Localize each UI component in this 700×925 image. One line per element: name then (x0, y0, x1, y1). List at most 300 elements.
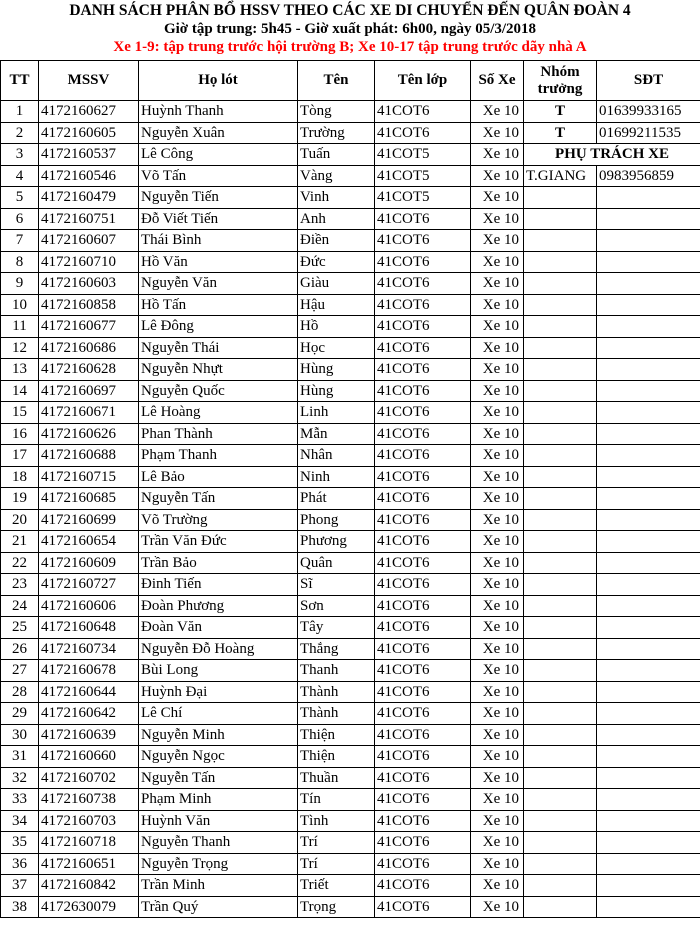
cell-so-xe: Xe 10 (471, 488, 524, 510)
cell-ten: Trọng (298, 896, 375, 918)
cell-ten: Mẫn (298, 423, 375, 445)
cell-so-xe: Xe 10 (471, 294, 524, 316)
cell-ten-lop: 41COT6 (375, 660, 471, 682)
cell-ten: Triết (298, 875, 375, 897)
cell-tt: 26 (1, 638, 39, 660)
cell-nhom-truong (524, 746, 597, 768)
cell-ten: Thiện (298, 746, 375, 768)
cell-ho-lot: Trần Minh (139, 875, 298, 897)
cell-tt: 22 (1, 552, 39, 574)
cell-ten-lop: 41COT6 (375, 853, 471, 875)
cell-ho-lot: Đỗ Viết Tiến (139, 208, 298, 230)
cell-ten: Thắng (298, 638, 375, 660)
header-nhom-truong: Nhóm trưởng (524, 61, 597, 101)
table-row (1, 144, 700, 166)
cell-ten: Trí (298, 832, 375, 854)
cell-so-xe: Xe 10 (471, 230, 524, 252)
cell-ten-lop: 41COT6 (375, 122, 471, 144)
cell-sdt (597, 294, 700, 316)
table-row (1, 574, 700, 596)
cell-so-xe: Xe 10 (471, 832, 524, 854)
cell-ten: Quân (298, 552, 375, 574)
cell-nhom-truong (524, 896, 597, 918)
cell-so-xe: Xe 10 (471, 595, 524, 617)
cell-so-xe: Xe 10 (471, 402, 524, 424)
cell-sdt (597, 359, 700, 381)
cell-nhom-truong (524, 660, 597, 682)
cell-ho-lot: Võ Trường (139, 509, 298, 531)
cell-tt: 34 (1, 810, 39, 832)
cell-tt: 36 (1, 853, 39, 875)
table-row (1, 552, 700, 574)
cell-ho-lot: Nguyễn Quốc (139, 380, 298, 402)
cell-so-xe: Xe 10 (471, 660, 524, 682)
table-row (1, 789, 700, 811)
cell-tt: 6 (1, 208, 39, 230)
cell-ho-lot: Nguyễn Thanh (139, 832, 298, 854)
cell-mssv: 4172160648 (39, 617, 139, 639)
cell-mssv: 4172160626 (39, 423, 139, 445)
cell-tt: 31 (1, 746, 39, 768)
cell-mssv: 4172160606 (39, 595, 139, 617)
cell-ten-lop: 41COT6 (375, 488, 471, 510)
cell-nhom-truong (524, 681, 597, 703)
cell-ten: Tòng (298, 101, 375, 123)
cell-mssv: 4172160537 (39, 144, 139, 166)
cell-nhom-truong (524, 638, 597, 660)
cell-mssv: 4172160546 (39, 165, 139, 187)
cell-ho-lot: Phạm Minh (139, 789, 298, 811)
cell-so-xe: Xe 10 (471, 875, 524, 897)
cell-ten: Nhân (298, 445, 375, 467)
cell-sdt (597, 810, 700, 832)
cell-ho-lot: Nguyễn Minh (139, 724, 298, 746)
table-row (1, 531, 700, 553)
cell-sdt (597, 509, 700, 531)
cell-ten: Sĩ (298, 574, 375, 596)
cell-nhom-truong (524, 488, 597, 510)
cell-nhom-truong (524, 187, 597, 209)
cell-mssv: 4172160699 (39, 509, 139, 531)
cell-ten-lop: 41COT6 (375, 509, 471, 531)
table-row (1, 187, 700, 209)
cell-so-xe: Xe 10 (471, 746, 524, 768)
cell-sdt (597, 380, 700, 402)
cell-ho-lot: Nguyễn Xuân (139, 122, 298, 144)
cell-tt: 2 (1, 122, 39, 144)
cell-ten-lop: 41COT5 (375, 165, 471, 187)
cell-sdt (597, 896, 700, 918)
cell-nhom-truong (524, 509, 597, 531)
cell-sdt (597, 552, 700, 574)
table-row (1, 316, 700, 338)
table-header (1, 61, 700, 101)
cell-ho-lot: Bùi Long (139, 660, 298, 682)
cell-mssv: 4172160685 (39, 488, 139, 510)
cell-ho-lot: Phạm Thanh (139, 445, 298, 467)
cell-ten-lop: 41COT6 (375, 552, 471, 574)
cell-sdt (597, 466, 700, 488)
cell-ten-lop: 41COT6 (375, 380, 471, 402)
header-ten-lop: Tên lớp (375, 61, 471, 101)
cell-tt: 12 (1, 337, 39, 359)
cell-ten: Trí (298, 853, 375, 875)
cell-ten: Sơn (298, 595, 375, 617)
table-row (1, 445, 700, 467)
cell-mssv: 4172160479 (39, 187, 139, 209)
cell-so-xe: Xe 10 (471, 681, 524, 703)
cell-tt: 23 (1, 574, 39, 596)
cell-so-xe: Xe 10 (471, 273, 524, 295)
cell-sdt (597, 273, 700, 295)
cell-tt: 11 (1, 316, 39, 338)
cell-so-xe: Xe 10 (471, 445, 524, 467)
cell-mssv: 4172160607 (39, 230, 139, 252)
cell-nhom-truong (524, 595, 597, 617)
cell-ten-lop: 41COT6 (375, 767, 471, 789)
table-row (1, 488, 700, 510)
cell-mssv: 4172160718 (39, 832, 139, 854)
cell-ten: Học (298, 337, 375, 359)
cell-ten-lop: 41COT6 (375, 681, 471, 703)
cell-ten: Anh (298, 208, 375, 230)
cell-ten-lop: 41COT6 (375, 724, 471, 746)
cell-sdt (597, 230, 700, 252)
table-body (1, 101, 700, 918)
cell-ho-lot: Nguyễn Ngọc (139, 746, 298, 768)
table-row (1, 703, 700, 725)
table-row (1, 122, 700, 144)
cell-ten: Thanh (298, 660, 375, 682)
header-ten: Tên (298, 61, 375, 101)
cell-ten-lop: 41COT6 (375, 703, 471, 725)
cell-so-xe: Xe 10 (471, 359, 524, 381)
cell-sdt (597, 402, 700, 424)
table-row (1, 875, 700, 897)
cell-mssv: 4172160727 (39, 574, 139, 596)
cell-ho-lot: Trần Bảo (139, 552, 298, 574)
table-row (1, 380, 700, 402)
cell-ten-lop: 41COT6 (375, 896, 471, 918)
cell-so-xe: Xe 10 (471, 208, 524, 230)
cell-ho-lot: Huỳnh Đại (139, 681, 298, 703)
cell-so-xe: Xe 10 (471, 638, 524, 660)
cell-so-xe: Xe 10 (471, 810, 524, 832)
cell-so-xe: Xe 10 (471, 617, 524, 639)
cell-mssv: 4172160686 (39, 337, 139, 359)
table-row (1, 595, 700, 617)
cell-sdt: 01639933165 (597, 101, 700, 123)
cell-mssv: 4172160642 (39, 703, 139, 725)
cell-ten-lop: 41COT6 (375, 208, 471, 230)
cell-mssv: 4172160660 (39, 746, 139, 768)
table-row (1, 165, 700, 187)
cell-nhom-truong (524, 703, 597, 725)
cell-ten-lop: 41COT6 (375, 746, 471, 768)
table-row (1, 638, 700, 660)
cell-ten-lop: 41COT6 (375, 810, 471, 832)
cell-mssv: 4172160688 (39, 445, 139, 467)
cell-mssv: 4172160639 (39, 724, 139, 746)
cell-ho-lot: Đoàn Phương (139, 595, 298, 617)
cell-tt: 19 (1, 488, 39, 510)
cell-so-xe: Xe 10 (471, 703, 524, 725)
cell-ten-lop: 41COT6 (375, 832, 471, 854)
cell-ten-lop: 41COT6 (375, 789, 471, 811)
table-row (1, 660, 700, 682)
cell-ten: Đức (298, 251, 375, 273)
table-row (1, 810, 700, 832)
table-row (1, 617, 700, 639)
table-row (1, 423, 700, 445)
cell-ho-lot: Thái Bình (139, 230, 298, 252)
cell-so-xe: Xe 10 (471, 251, 524, 273)
cell-mssv: 4172160605 (39, 122, 139, 144)
header-mssv: MSSV (39, 61, 139, 101)
cell-sdt (597, 703, 700, 725)
cell-ten-lop: 41COT6 (375, 402, 471, 424)
table-row (1, 294, 700, 316)
cell-mssv: 4172160678 (39, 660, 139, 682)
cell-sdt (597, 767, 700, 789)
cell-ho-lot: Trần Quý (139, 896, 298, 918)
cell-ten-lop: 41COT6 (375, 574, 471, 596)
cell-tt: 3 (1, 144, 39, 166)
cell-tt: 32 (1, 767, 39, 789)
cell-ho-lot: Huỳnh Thanh (139, 101, 298, 123)
cell-ten: Linh (298, 402, 375, 424)
cell-tt: 29 (1, 703, 39, 725)
cell-ho-lot: Lê Hoàng (139, 402, 298, 424)
cell-tt: 21 (1, 531, 39, 553)
header-so-xe: Số Xe (471, 61, 524, 101)
table-row (1, 767, 700, 789)
cell-nhom-truong (524, 810, 597, 832)
cell-ten-lop: 41COT6 (375, 316, 471, 338)
document-subtitle: Giờ tập trung: 5h45 - Giờ xuất phát: 6h00, ngày 05/3/2018 (163, 21, 537, 37)
cell-ten-lop: 41COT6 (375, 251, 471, 273)
cell-ho-lot: Nguyễn Tấn (139, 767, 298, 789)
cell-ten: Giàu (298, 273, 375, 295)
cell-sdt (597, 875, 700, 897)
cell-ho-lot: Nguyễn Tiến (139, 187, 298, 209)
cell-sdt (597, 681, 700, 703)
cell-ten: Phát (298, 488, 375, 510)
cell-nhom-truong (524, 789, 597, 811)
table-row (1, 853, 700, 875)
cell-sdt (597, 853, 700, 875)
cell-nhom-truong: T.GIANG (524, 165, 597, 187)
cell-ho-lot: Nguyễn Trọng (139, 853, 298, 875)
cell-sdt (597, 251, 700, 273)
cell-ten: Tín (298, 789, 375, 811)
table-row (1, 251, 700, 273)
cell-so-xe: Xe 10 (471, 101, 524, 123)
cell-so-xe: Xe 10 (471, 767, 524, 789)
cell-mssv: 4172160654 (39, 531, 139, 553)
cell-mssv: 4172160751 (39, 208, 139, 230)
cell-mssv: 4172630079 (39, 896, 139, 918)
cell-mssv: 4172160734 (39, 638, 139, 660)
cell-tt: 16 (1, 423, 39, 445)
cell-ten: Hậu (298, 294, 375, 316)
cell-sdt (597, 423, 700, 445)
cell-ten: Vàng (298, 165, 375, 187)
cell-tt: 5 (1, 187, 39, 209)
cell-tt: 17 (1, 445, 39, 467)
cell-sdt (597, 746, 700, 768)
cell-sdt (597, 316, 700, 338)
table-row (1, 337, 700, 359)
cell-ten-lop: 41COT6 (375, 617, 471, 639)
cell-ten-lop: 41COT6 (375, 359, 471, 381)
table-row (1, 681, 700, 703)
cell-nhom-truong (524, 359, 597, 381)
table-row (1, 832, 700, 854)
cell-so-xe: Xe 10 (471, 552, 524, 574)
cell-ten-lop: 41COT6 (375, 445, 471, 467)
table-row (1, 230, 700, 252)
table-row (1, 466, 700, 488)
cell-mssv: 4172160702 (39, 767, 139, 789)
cell-ten: Thuần (298, 767, 375, 789)
cell-nhom-truong (524, 853, 597, 875)
cell-ten-lop: 41COT6 (375, 466, 471, 488)
cell-so-xe: Xe 10 (471, 853, 524, 875)
cell-tt: 9 (1, 273, 39, 295)
assembly-note: Xe 1-9: tập trung trước hội trường B; Xe 10-17 tập trung trước dãy nhà A (113, 39, 587, 55)
cell-tt: 20 (1, 509, 39, 531)
cell-ho-lot: Lê Chí (139, 703, 298, 725)
cell-nhom-truong (524, 208, 597, 230)
cell-tt: 35 (1, 832, 39, 854)
cell-ho-lot: Nguyễn Tấn (139, 488, 298, 510)
cell-nhom-truong (524, 273, 597, 295)
cell-ho-lot: Huỳnh Văn (139, 810, 298, 832)
header-tt: TT (1, 61, 39, 101)
cell-ho-lot: Lê Đông (139, 316, 298, 338)
student-bus-table (0, 60, 700, 918)
cell-mssv: 4172160628 (39, 359, 139, 381)
cell-nhom-truong (524, 466, 597, 488)
cell-ho-lot: Võ Tấn (139, 165, 298, 187)
cell-so-xe: Xe 10 (471, 466, 524, 488)
cell-ten: Vinh (298, 187, 375, 209)
cell-tt: 28 (1, 681, 39, 703)
cell-so-xe: Xe 10 (471, 316, 524, 338)
cell-tt: 14 (1, 380, 39, 402)
table-row (1, 896, 700, 918)
cell-ten-lop: 41COT6 (375, 337, 471, 359)
cell-nhom-truong (524, 617, 597, 639)
cell-sdt (597, 638, 700, 660)
cell-sdt (597, 187, 700, 209)
cell-sdt (597, 789, 700, 811)
table-row (1, 746, 700, 768)
cell-ten: Điền (298, 230, 375, 252)
cell-sdt (597, 617, 700, 639)
cell-ho-lot: Nguyễn Đỗ Hoàng (139, 638, 298, 660)
cell-nhom-truong (524, 574, 597, 596)
cell-sdt (597, 531, 700, 553)
cell-mssv: 4172160671 (39, 402, 139, 424)
cell-nhom-truong (524, 251, 597, 273)
cell-so-xe: Xe 10 (471, 423, 524, 445)
cell-so-xe: Xe 10 (471, 122, 524, 144)
table-row (1, 359, 700, 381)
cell-tt: 30 (1, 724, 39, 746)
table-row (1, 208, 700, 230)
cell-tt: 37 (1, 875, 39, 897)
cell-ten-lop: 41COT6 (375, 638, 471, 660)
cell-nhom-truong (524, 832, 597, 854)
cell-tt: 8 (1, 251, 39, 273)
cell-nhom-truong: T (524, 101, 597, 123)
table-row (1, 273, 700, 295)
header-row (1, 61, 700, 101)
cell-mssv: 4172160710 (39, 251, 139, 273)
cell-ten-lop: 41COT6 (375, 230, 471, 252)
cell-ho-lot: Trần Văn Đức (139, 531, 298, 553)
cell-so-xe: Xe 10 (471, 165, 524, 187)
cell-ten-lop: 41COT6 (375, 101, 471, 123)
cell-so-xe: Xe 10 (471, 531, 524, 553)
cell-nhom-truong: T (524, 122, 597, 144)
cell-so-xe: Xe 10 (471, 896, 524, 918)
cell-tt: 38 (1, 896, 39, 918)
table-row (1, 724, 700, 746)
cell-sdt (597, 574, 700, 596)
cell-tt: 24 (1, 595, 39, 617)
cell-ten: Ninh (298, 466, 375, 488)
cell-tt: 13 (1, 359, 39, 381)
table-row (1, 509, 700, 531)
cell-tt: 10 (1, 294, 39, 316)
cell-sdt (597, 488, 700, 510)
cell-tt: 33 (1, 789, 39, 811)
cell-ho-lot: Nguyễn Nhựt (139, 359, 298, 381)
cell-ten: Tuấn (298, 144, 375, 166)
cell-nhom-truong (524, 531, 597, 553)
cell-mssv: 4172160703 (39, 810, 139, 832)
cell-sdt (597, 660, 700, 682)
cell-ten-lop: 41COT6 (375, 273, 471, 295)
cell-mssv: 4172160738 (39, 789, 139, 811)
cell-ho-lot: Lê Bảo (139, 466, 298, 488)
cell-mssv: 4172160697 (39, 380, 139, 402)
cell-nhom-truong (524, 402, 597, 424)
cell-so-xe: Xe 10 (471, 144, 524, 166)
cell-ten: Hùng (298, 359, 375, 381)
cell-ho-lot: Hồ Văn (139, 251, 298, 273)
cell-mssv: 4172160858 (39, 294, 139, 316)
cell-sdt (597, 724, 700, 746)
cell-mssv: 4172160644 (39, 681, 139, 703)
cell-so-xe: Xe 10 (471, 380, 524, 402)
cell-ten: Tình (298, 810, 375, 832)
cell-so-xe: Xe 10 (471, 789, 524, 811)
cell-mssv: 4172160842 (39, 875, 139, 897)
cell-ho-lot: Đinh Tiến (139, 574, 298, 596)
cell-phu-trach-xe: PHỤ TRÁCH XE (524, 144, 700, 166)
cell-nhom-truong (524, 767, 597, 789)
cell-nhom-truong (524, 230, 597, 252)
cell-ten: Phong (298, 509, 375, 531)
cell-tt: 4 (1, 165, 39, 187)
cell-ho-lot: Đoàn Văn (139, 617, 298, 639)
cell-so-xe: Xe 10 (471, 574, 524, 596)
cell-mssv: 4172160603 (39, 273, 139, 295)
